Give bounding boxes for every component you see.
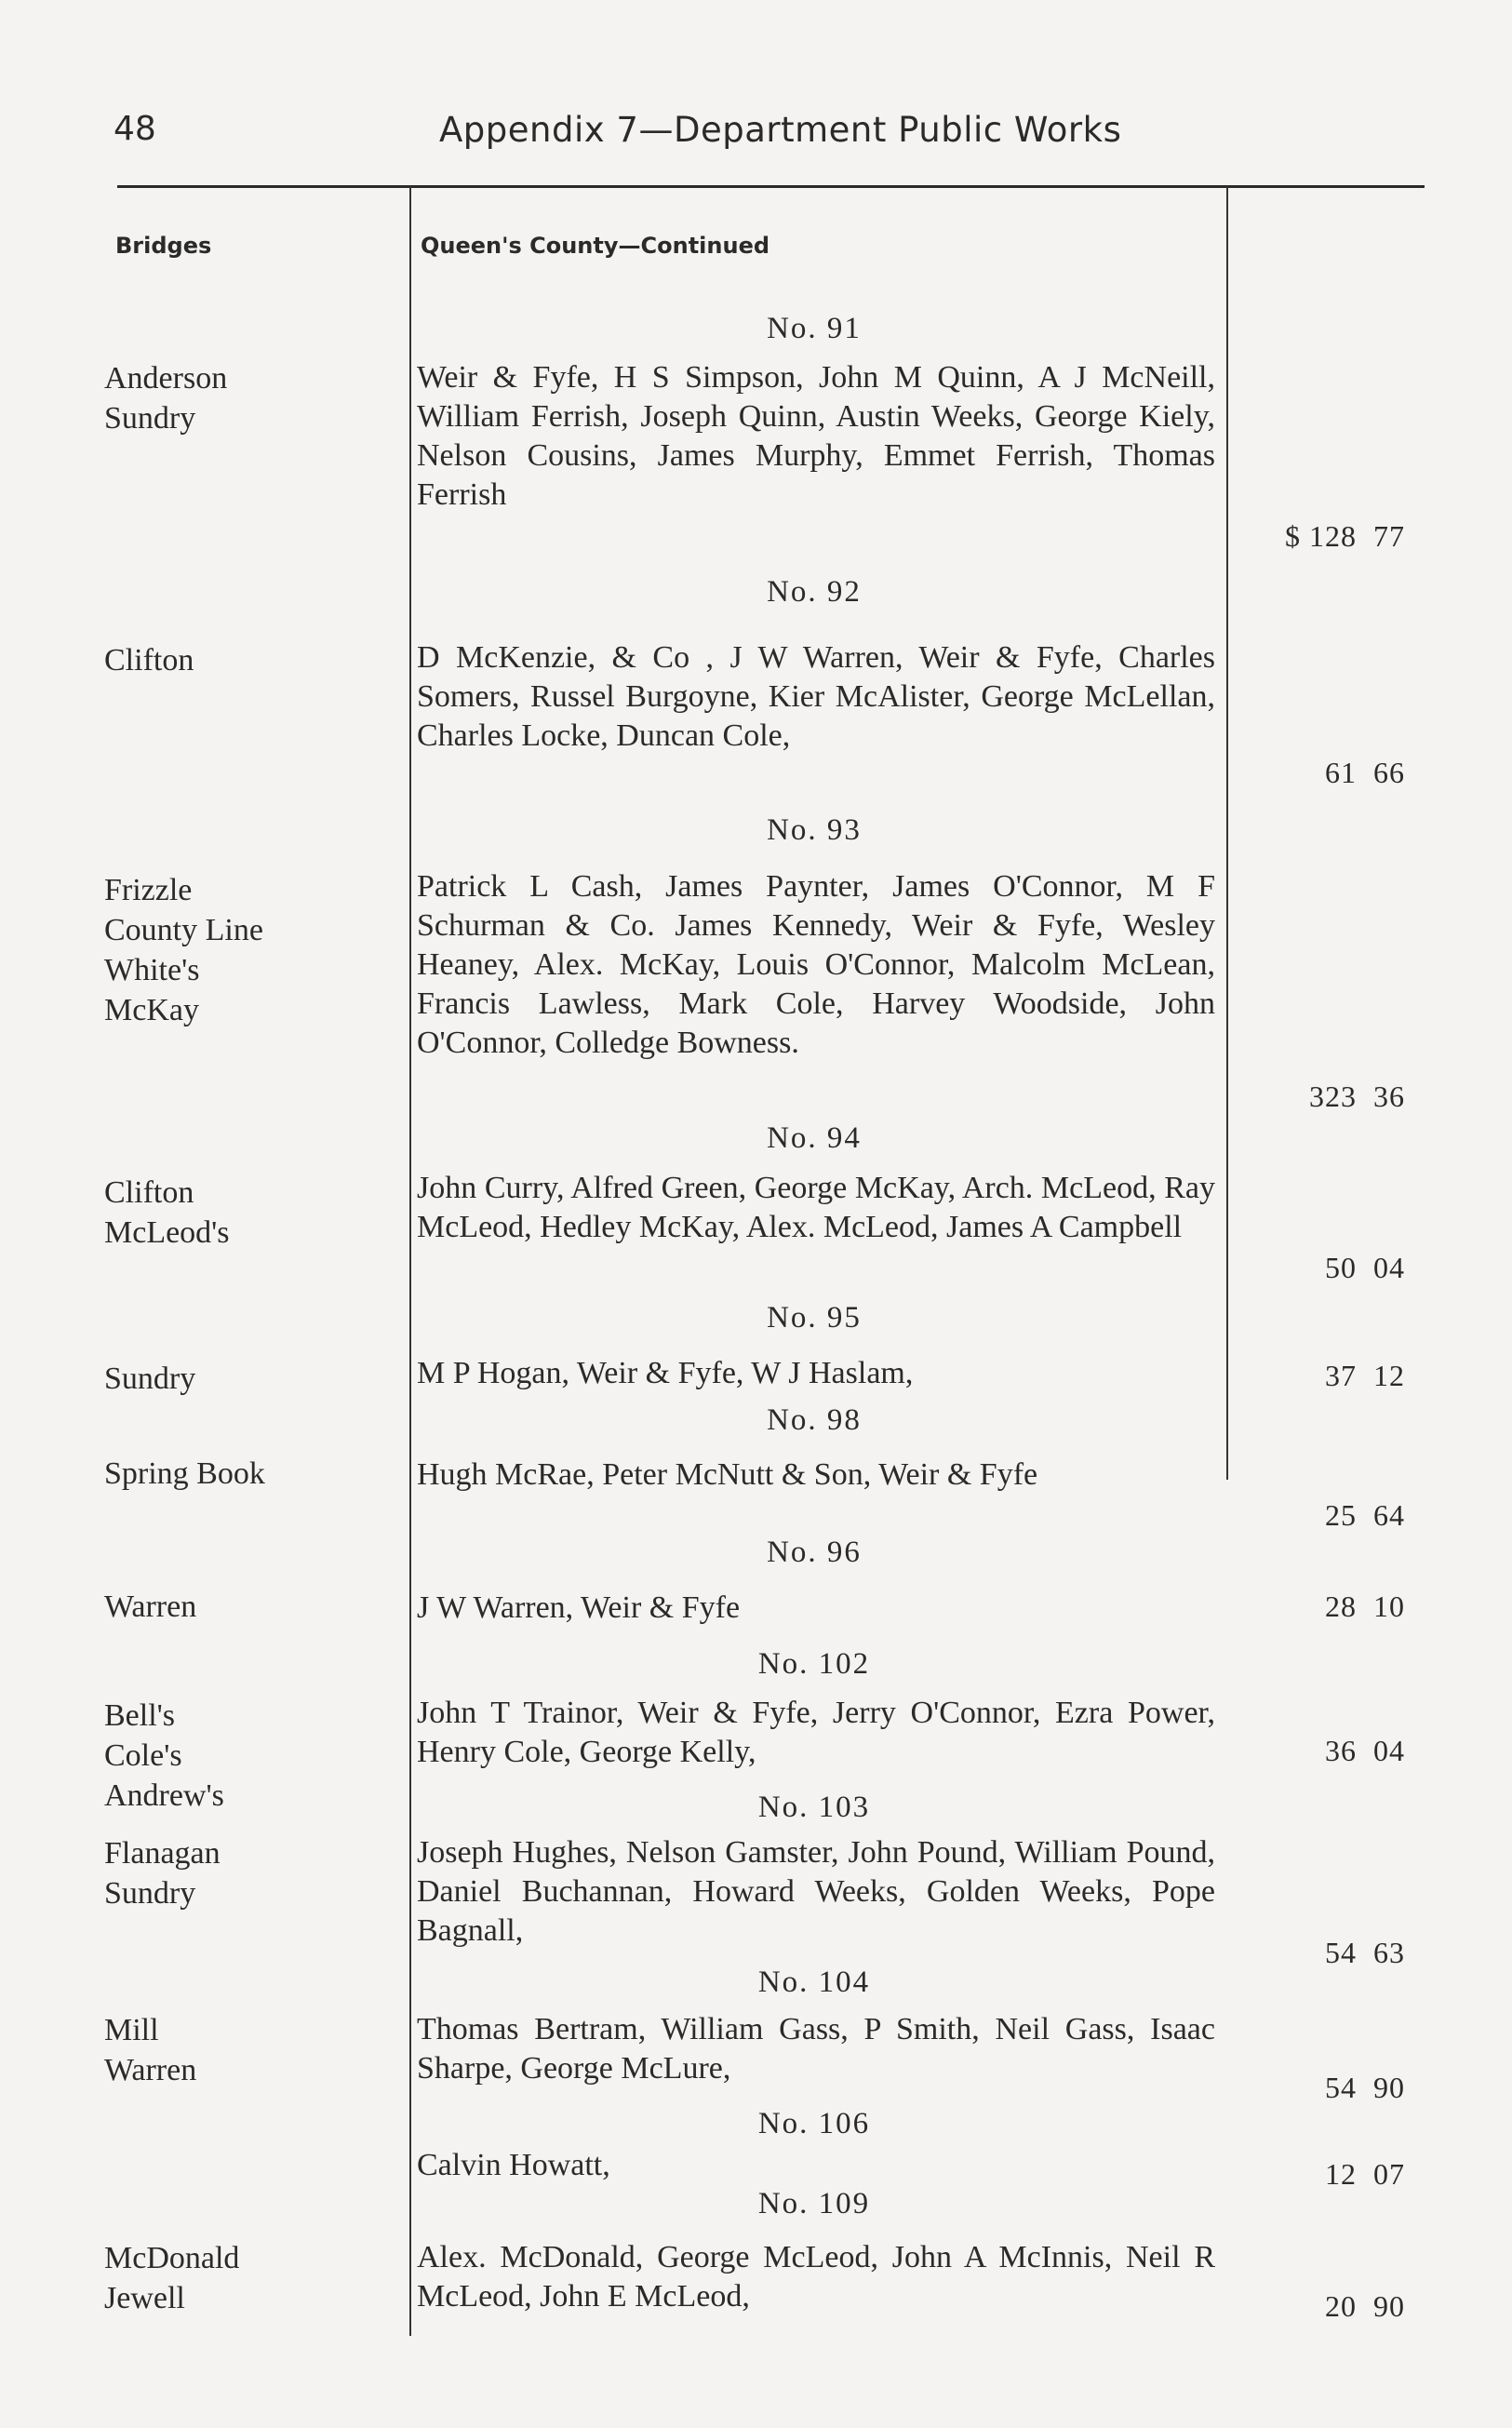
- contractor-names: Patrick L Cash, James Paynter, James O'Connor, M F Schurman & Co. James Kennedy, Weir & Fyfe, Wesley Heaney, Alex. McKay, Louis O'Connor, Malcolm McLean, Francis Lawless, Mark Cole, Harvey Woodside, John O'Connor, Colledge Bowness.: [417, 869, 1215, 1060]
- amount: 323 36: [1309, 1080, 1405, 1113]
- column-divider-left: [409, 186, 411, 2336]
- contract-number: No. 93: [767, 813, 862, 847]
- contractor-names: Joseph Hughes, Nelson Gamster, John Pound, William Pound, Daniel Buchannan, Howard Weeks, Golden Weeks, Pope Bagnall,: [417, 1835, 1215, 1948]
- bridge-names: Anderson Sundry: [104, 361, 228, 436]
- column-divider-right: [1226, 186, 1228, 1480]
- contract-number: No. 102: [757, 1647, 871, 1681]
- page-number: 48: [114, 110, 156, 148]
- contract-number: No. 91: [767, 312, 862, 345]
- bridge-names: Bell's Cole's Andrew's: [104, 1698, 224, 1813]
- amount: 61 66: [1325, 756, 1405, 789]
- bridge-names: Clifton McLeod's: [104, 1175, 230, 1250]
- contract-number: No. 106: [757, 2107, 871, 2140]
- contractor-names: John T Trainor, Weir & Fyfe, Jerry O'Connor, Ezra Power, Henry Cole, George Kelly,: [417, 1696, 1215, 1769]
- contractor-names: M P Hogan, Weir & Fyfe, W J Haslam,: [417, 1356, 914, 1390]
- bridge-names: Warren: [104, 1590, 197, 1624]
- bridge-names: Clifton: [104, 643, 194, 677]
- contractor-names: Calvin Howatt,: [417, 2148, 610, 2182]
- amount: 25 64: [1325, 1498, 1405, 1532]
- contractor-names: Thomas Bertram, William Gass, P Smith, Neil Gass, Isaac Sharpe, George McLure,: [417, 2012, 1215, 2086]
- amount: 20 90: [1325, 2289, 1405, 2323]
- amount: 36 04: [1325, 1734, 1405, 1767]
- contract-number: No. 96: [767, 1536, 862, 1569]
- bridge-names: Sundry: [104, 1362, 196, 1396]
- amount: $ 128 77: [1285, 519, 1405, 553]
- contractor-names: J W Warren, Weir & Fyfe: [417, 1590, 741, 1625]
- contractor-names: John Curry, Alfred Green, George McKay, Arch. McLeod, Ray McLeod, Hedley McKay, Alex. McLeod, James A Campbell: [417, 1171, 1215, 1244]
- contract-number: No. 94: [767, 1121, 862, 1155]
- contract-number: No. 109: [757, 2187, 871, 2220]
- contract-number: No. 103: [757, 1791, 871, 1824]
- bridge-names: Frizzle County Line White's McKay: [104, 873, 263, 1027]
- bridge-names: Mill Warren: [104, 2013, 197, 2087]
- amount: 37 12: [1325, 1359, 1405, 1392]
- header-rule: [117, 185, 1425, 188]
- contract-number: No. 95: [767, 1301, 862, 1335]
- contract-number: No. 92: [767, 575, 862, 609]
- contractor-names: Hugh McRae, Peter McNutt & Son, Weir & Fyfe: [417, 1457, 1038, 1492]
- amount: 12 07: [1325, 2157, 1405, 2191]
- running-title: Appendix 7—Department Public Works: [439, 110, 1122, 150]
- contractor-names: Weir & Fyfe, H S Simpson, John M Quinn, A J McNeill, William Ferrish, Joseph Quinn, Austin Weeks, George Kiely, Nelson Cousins, James Murphy, Emmet Ferrish, Thomas Ferrish: [417, 360, 1215, 512]
- bridges-column-heading: Bridges: [115, 233, 212, 259]
- amount: 54 63: [1325, 1936, 1405, 1969]
- contract-number: No. 98: [767, 1403, 862, 1437]
- contract-number: No. 104: [757, 1965, 871, 1999]
- contractor-names: D McKenzie, & Co , J W Warren, Weir & Fyfe, Charles Somers, Russel Burgoyne, Kier McAlister, George McLellan, Charles Locke, Duncan Cole,: [417, 640, 1215, 753]
- amount: 28 10: [1325, 1590, 1405, 1623]
- contractor-names: Alex. McDonald, George McLeod, John A McInnis, Neil R McLeod, John E McLeod,: [417, 2240, 1215, 2314]
- bridge-names: McDonald Jewell: [104, 2241, 240, 2315]
- page-header: [114, 110, 1425, 166]
- county-column-heading: Queen's County—Continued: [421, 233, 770, 259]
- amount: 50 04: [1325, 1251, 1405, 1284]
- bridge-names: Spring Book: [104, 1456, 265, 1491]
- bridge-names: Flanagan Sundry: [104, 1836, 221, 1911]
- amount: 54 90: [1325, 2071, 1405, 2104]
